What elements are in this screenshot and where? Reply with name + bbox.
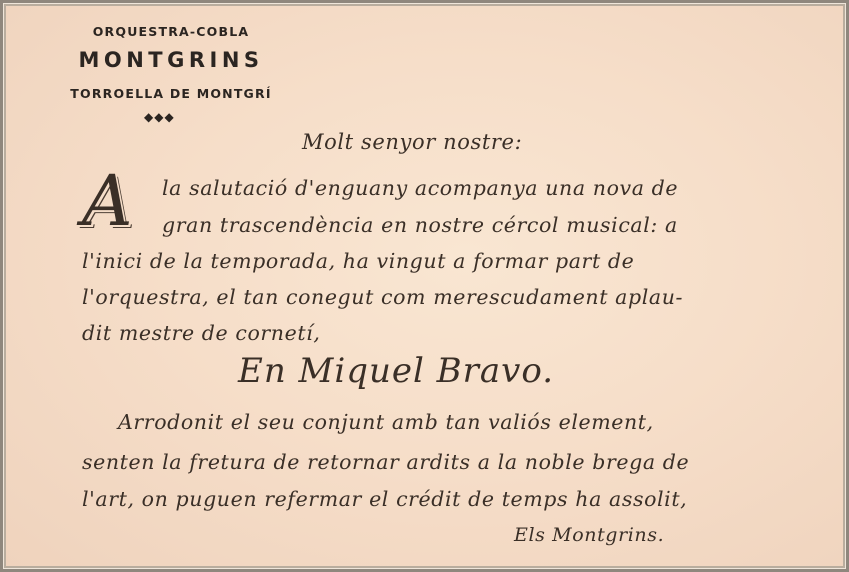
paragraph-1-line: l'inici de la temporada, ha vingut a formar part de xyxy=(82,249,635,273)
paragraph-2-line: senten la fretura de retornar ardits a la noble brega de xyxy=(82,450,690,474)
paragraph-1-line: la salutació d'enguany acompanya una nova de xyxy=(162,176,679,200)
drop-cap: A xyxy=(82,160,133,242)
letter-card xyxy=(6,6,843,566)
paragraph-2-line: Arrodonit el seu conjunt amb tan valiós element, xyxy=(118,410,654,434)
musician-name: En Miquel Bravo. xyxy=(238,351,555,391)
paragraph-1-line: l'orquestra, el tan conegut com merescudament aplau- xyxy=(82,285,684,309)
paragraph-1-line: gran trascendència en nostre cércol musical: a xyxy=(162,213,678,237)
diamond-ornament-icon: ◆◆◆ xyxy=(144,110,175,124)
paragraph-1-line: dit mestre de cornetí, xyxy=(82,321,321,345)
paragraph-2-line: l'art, on puguen refermar el crédit de temps ha assolit, xyxy=(82,487,688,511)
town-name: TORROELLA DE MONTGRÍ xyxy=(70,86,272,101)
salutation: Molt senyor nostre: xyxy=(302,130,523,154)
orchestra-name: MONTGRINS xyxy=(78,48,264,72)
orchestra-type: ORQUESTRA-COBLA xyxy=(92,24,250,39)
signature: Els Montgrins. xyxy=(514,524,665,546)
